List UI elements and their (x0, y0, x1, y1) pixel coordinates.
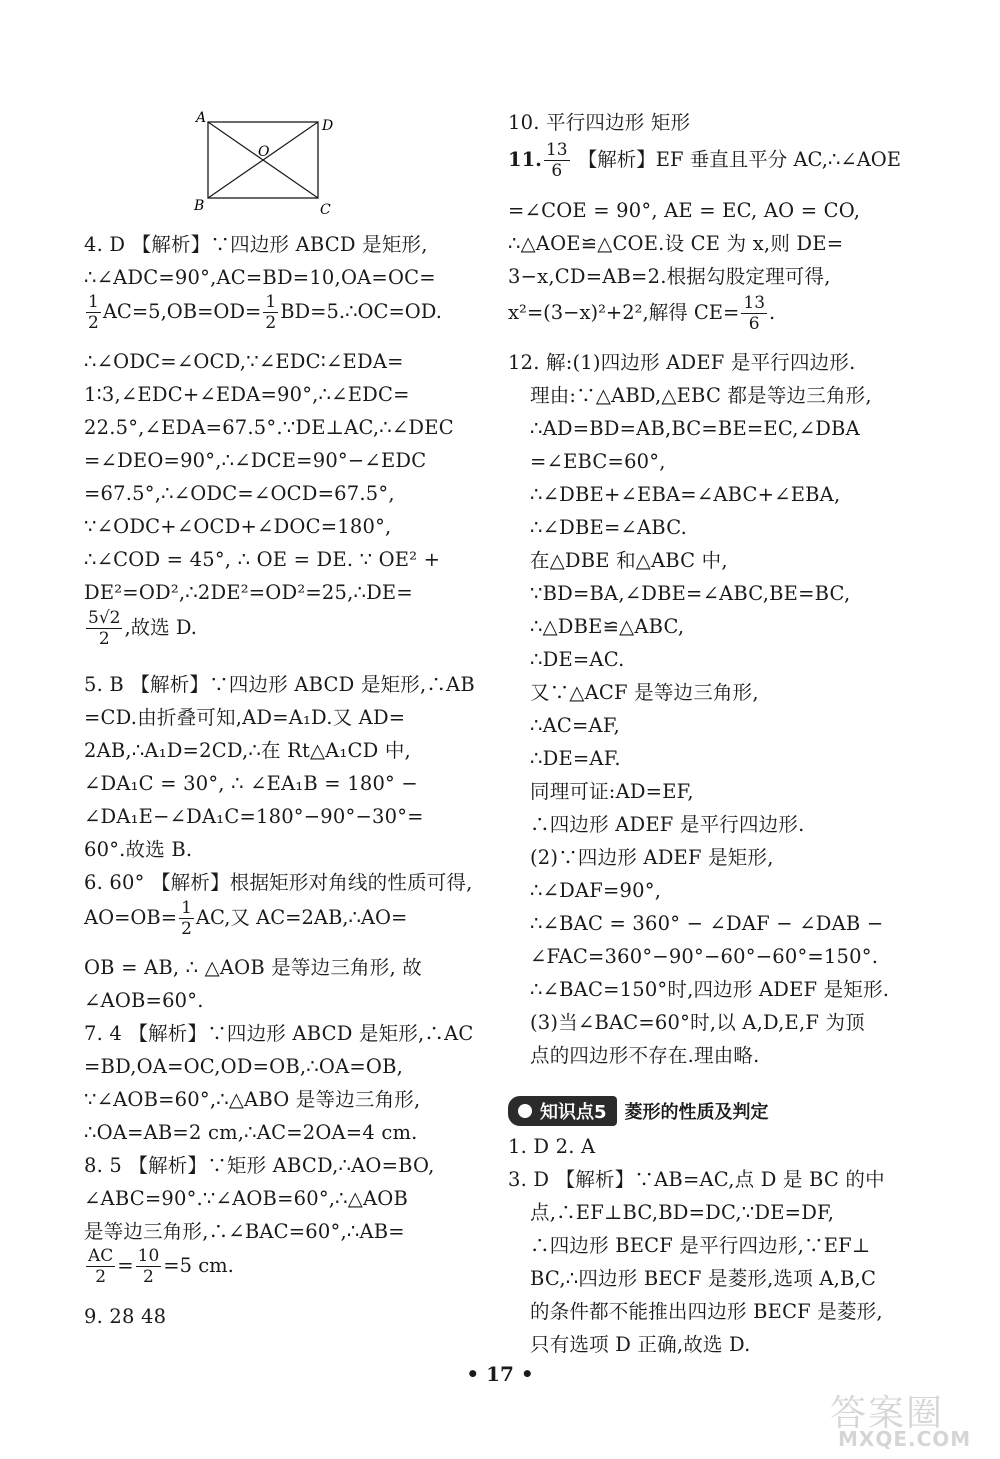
page-number: • 17 • (466, 1362, 534, 1386)
fraction: $\frac{5√2}{2}$ (88, 608, 121, 649)
answer-line: (2)∵四边形 ADEF 是矩形, (530, 846, 774, 869)
answer-line: 3−x,CD=AB=2.根据勾股定理可得, (508, 265, 831, 288)
watermark-logo (830, 1385, 990, 1455)
answer-line: 的条件都不能推出四边形 BECF 是菱形, (530, 1300, 883, 1323)
answer-line: 8. 5 【解析】∵矩形 ABCD,∴AO=BO, (84, 1154, 435, 1177)
answer-line: =∠EBC=60°, (530, 450, 666, 473)
answer-line: ∵BD=BA,∠DBE=∠ABC,BE=BC, (530, 582, 851, 605)
answer-line: ∴OA=AB=2 cm,∴AC=2OA=4 cm. (84, 1121, 418, 1144)
answer-line: ∴∠DAF=90°, (530, 879, 662, 902)
answer-line: =67.5°,∴∠ODC=∠OCD=67.5°, (84, 482, 395, 505)
label-b: B (194, 198, 205, 214)
answer-line: 9. 28 48 (84, 1305, 167, 1328)
answer-line: 60°.故选 B. (84, 838, 193, 861)
answer-line: =CD.由折叠可知,AD=A₁D.又 AD= (84, 706, 406, 729)
answer-line: =BD,OA=OC,OD=OB,∴OA=OB, (84, 1055, 404, 1078)
answer-line: ∴∠BAC=150°时,四边形 ADEF 是矩形. (530, 978, 890, 1001)
answer-line: ∠AOB=60°. (84, 989, 204, 1012)
answer-line: 5. B 【解析】∵四边形 ABCD 是矩形,∴AB (84, 673, 475, 696)
label-c: C (320, 202, 331, 218)
answer-line-fraction: $\frac{1}{2}$ AC=5,OB=OD= $\frac{1}{2}$ BD=5.∴OC=OD. (88, 292, 442, 333)
answer-line: ∴∠ODC=∠OCD,∵∠EDC∶∠EDA= (84, 350, 404, 373)
answer-line-fraction: $\frac{5√2}{2}$ ,故选 D. (88, 608, 198, 649)
answer-line-fraction: x²=(3−x)²+2²,解得 CE= $\frac{13}{6}$ . (508, 293, 776, 334)
answer-line: ∴DE=AF. (530, 747, 621, 770)
answer-line: ∴∠DBE+∠EBA=∠ABC+∠EBA, (530, 483, 841, 506)
answer-line: ∴∠COD = 45°, ∴ OE = DE. ∵ OE² + (84, 548, 441, 571)
label-a: A (196, 110, 207, 126)
label-d: D (322, 118, 334, 134)
answer-line: 22.5°,∠EDA=67.5°.∵DE⊥AC,∴∠DEC (84, 416, 454, 439)
answer-line: DE²=OD²,∴2DE²=OD²=25,∴DE= (84, 581, 413, 604)
answer-line: 1∶3,∠EDC+∠EDA=90°,∴∠EDC= (84, 383, 410, 406)
answer-line: ∴DE=AC. (530, 648, 625, 671)
answer-line: ∠DA₁E−∠DA₁C=180°−90°−30°= (84, 805, 424, 828)
answer-line: ∠DA₁C = 30°, ∴ ∠EA₁B = 180° − (84, 772, 418, 795)
section-badge-label: 知识点5 (540, 1102, 607, 1123)
answer-line: ∠FAC=360°−90°−60°−60°=150°. (530, 945, 879, 968)
answer-line: 6. 60° 【解析】根据矩形对角线的性质可得, (84, 871, 473, 894)
answer-line: 3. D 【解析】∵AB=AC,点 D 是 BC 的中 (508, 1168, 885, 1191)
answer-line: ∵∠AOB=60°,∴△ABO 是等边三角形, (84, 1088, 421, 1111)
answer-line: 7. 4 【解析】∵四边形 ABCD 是矩形,∴AC (84, 1022, 474, 1045)
fraction: $\frac{AC}{2}$ (88, 1246, 114, 1287)
answer-line: ∴∠ADC=90°,AC=BD=10,OA=OC= (84, 266, 436, 289)
answer-line: 12. 解:(1)四边形 ADEF 是平行四边形. (508, 351, 856, 374)
answer-line: 又∵△ACF 是等边三角形, (530, 681, 759, 704)
section-badge (508, 1096, 617, 1126)
watermark-text: 答案圈 (830, 1393, 945, 1434)
answer-line: ∴△AOE≌△COE.设 CE 为 x,则 DE= (508, 232, 844, 255)
fraction: $\frac{1}{2}$ (265, 292, 277, 333)
answer-line: =∠DEO=90°,∴∠DCE=90°−∠EDC (84, 449, 427, 472)
answer-line: 在△DBE 和△ABC 中, (530, 549, 728, 572)
answer-line: ∵∠ODC+∠OCD+∠DOC=180°, (84, 515, 392, 538)
answer-line: ∴△DBE≌△ABC, (530, 615, 685, 638)
answer-line: ∴四边形 BECF 是平行四边形,∵EF⊥ (530, 1234, 871, 1257)
answer-line: 点,∴EF⊥BC,BD=DC,∵DE=DF, (530, 1201, 835, 1224)
answer-line-fraction: $\frac{AC}{2}$ = $\frac{10}{2}$ =5 cm. (88, 1246, 234, 1287)
answer-line: ∴AD=BD=AB,BC=BE=EC,∠DBA (530, 417, 860, 440)
answer-line: 4. D 【解析】∵四边形 ABCD 是矩形, (84, 233, 428, 256)
label-o: O (258, 144, 270, 160)
badge-circle-icon (518, 1104, 532, 1118)
answer-line: ∠ABC=90°.∵∠AOB=60°,∴△AOB (84, 1187, 408, 1210)
fraction: $\frac{1}{2}$ (181, 898, 192, 939)
answer-line: ∴∠BAC = 360° − ∠DAF − ∠DAB − (530, 912, 884, 935)
fraction: $\frac{13}{6}$ (545, 140, 568, 181)
answer-line: 点的四边形不存在.理由略. (530, 1044, 760, 1067)
answer-line: 是等边三角形,∴∠BAC=60°,∴AB= (84, 1220, 405, 1243)
answer-line-fraction: 11. $\frac{13}{6}$ 【解析】EF 垂直且平分 AC,∴∠AOE (508, 140, 901, 181)
answer-line: 2AB,∴A₁D=2CD,∴在 Rt△A₁CD 中, (84, 739, 411, 762)
answer-line: 同理可证:AD=EF, (530, 780, 694, 803)
answer-line: 1. D 2. A (508, 1135, 596, 1158)
rectangle-diagram (190, 110, 334, 220)
answer-line: (3)当∠BAC=60°时,以 A,D,E,F 为顶 (530, 1011, 865, 1034)
fraction: $\frac{10}{2}$ (137, 1246, 160, 1287)
answer-line: ∴四边形 ADEF 是平行四边形. (530, 813, 805, 836)
answer-line: =∠COE = 90°, AE = EC, AO = CO, (508, 199, 861, 222)
answer-line: 10. 平行四边形 矩形 (508, 111, 691, 134)
answer-line-fraction: AO=OB= $\frac{1}{2}$ AC,又 AC=2AB,∴AO= (84, 898, 408, 939)
answer-line: 只有选项 D 正确,故选 D. (530, 1333, 751, 1356)
answer-line: ∴∠DBE=∠ABC. (530, 516, 688, 539)
section-title: 菱形的性质及判定 (624, 1102, 769, 1123)
answer-line: ∴AC=AF, (530, 714, 620, 737)
answer-line: OB = AB, ∴ △AOB 是等边三角形, 故 (84, 956, 422, 979)
section-header (508, 1096, 769, 1126)
answer-line: 理由:∵△ABD,△EBC 都是等边三角形, (530, 384, 872, 407)
watermark-url: MXQE.COM (838, 1427, 972, 1451)
fraction: $\frac{13}{6}$ (743, 293, 766, 334)
fraction: $\frac{1}{2}$ (88, 292, 99, 333)
answer-line: BC,∴四边形 BECF 是菱形,选项 A,B,C (530, 1267, 877, 1290)
